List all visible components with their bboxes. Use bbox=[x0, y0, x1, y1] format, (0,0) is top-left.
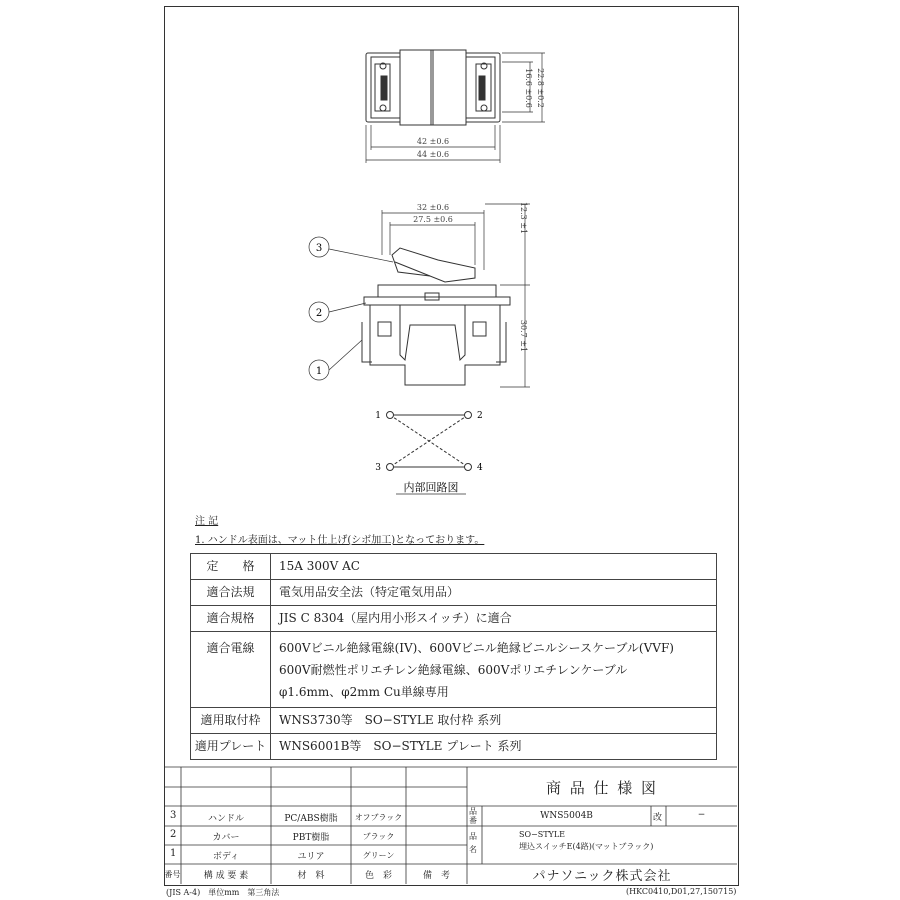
callout-3: 3 bbox=[315, 243, 323, 254]
hinmei-label-1: 品 bbox=[469, 832, 477, 841]
bom-part: ハンドル bbox=[207, 814, 244, 824]
side-view-outline bbox=[362, 248, 510, 385]
hinban-value: WNS5004B bbox=[540, 811, 593, 821]
bom-no: 2 bbox=[170, 829, 177, 840]
wire-line-2: 600V耐燃性ポリエチレン絶縁電線、600Vポリエチレンケーブル bbox=[279, 663, 628, 677]
bom-header-material: 材 料 bbox=[297, 871, 325, 881]
hinmei-line-2: 埋込スイッチE(4路)(マットブラック) bbox=[519, 842, 654, 851]
spec-value: WNS3730等 SO−STYLE 取付枠 系列 bbox=[271, 708, 717, 734]
company-name: パナソニック株式会社 bbox=[532, 869, 672, 884]
spec-value-wires bbox=[271, 632, 717, 708]
wire-line-1: 600Vビニル絶縁電線(IV)、600Vビニル絶縁ビニルシースケーブル(VVF) bbox=[279, 641, 674, 655]
bom-table bbox=[164, 767, 737, 884]
bom-material: PC/ABS樹脂 bbox=[284, 814, 338, 824]
spec-label: 適用プレート bbox=[191, 734, 271, 760]
terminal-3: 3 bbox=[375, 463, 381, 473]
spec-value: JIS C 8304（屋内用小形スイッチ）に適合 bbox=[271, 606, 717, 632]
notes-line-1: 1. ハンドル表面は、マット仕上げ(シボ加工)となっております。 bbox=[195, 535, 485, 546]
spec-label: 適合法規 bbox=[191, 580, 271, 606]
hinmei-label-2: 名 bbox=[469, 845, 477, 854]
bom-header-color: 色 彩 bbox=[364, 871, 392, 881]
dim-height-outer: 22.8 ±0.2 bbox=[536, 68, 545, 108]
callout-1: 1 bbox=[315, 366, 323, 377]
top-view-outline bbox=[366, 50, 500, 125]
bom-part: カバー bbox=[212, 833, 240, 843]
spec-value: WNS6001B等 SO−STYLE プレート 系列 bbox=[271, 734, 717, 760]
bom-header-remarks: 備 考 bbox=[422, 871, 450, 881]
bom-material: ユリア bbox=[297, 852, 325, 862]
terminal-2: 2 bbox=[477, 411, 483, 421]
terminal-1: 1 bbox=[375, 411, 381, 421]
bom-part: ボディ bbox=[212, 852, 240, 862]
spec-value: 15A 300V AC bbox=[271, 554, 717, 580]
spec-label: 適用取付枠 bbox=[191, 708, 271, 734]
bom-color: グリーン bbox=[362, 851, 395, 860]
footer-right: (HKC0410,D01,27,150715) bbox=[626, 887, 737, 896]
bom-header-no: 番号 bbox=[164, 870, 181, 879]
dim-width-inner: 42 ±0.6 bbox=[416, 137, 450, 146]
spec-label: 適合規格 bbox=[191, 606, 271, 632]
title-block-title: 商 品 仕 様 図 bbox=[545, 779, 659, 797]
footer-left: (JIS A-4) 単位mm 第三角法 bbox=[166, 888, 280, 897]
spec-table bbox=[190, 553, 717, 760]
notes-title: 注 記 bbox=[195, 516, 219, 527]
kai-value: − bbox=[697, 810, 706, 820]
dim-width-outer: 44 ±0.6 bbox=[416, 150, 450, 159]
hinmei-line-1: SO−STYLE bbox=[519, 830, 565, 839]
dim-handle-height: 12.3 ±1 bbox=[519, 201, 528, 235]
spec-label: 定 格 bbox=[191, 554, 271, 580]
hinban-label-2: 番 bbox=[469, 816, 477, 825]
dim-top-outer: 32 ±0.6 bbox=[416, 203, 450, 212]
bom-material: PBT樹脂 bbox=[292, 833, 330, 843]
bom-color: ブラック bbox=[362, 832, 395, 841]
terminal-4: 4 bbox=[477, 463, 483, 473]
wire-line-3: φ1.6mm、φ2mm Cu単線専用 bbox=[279, 685, 449, 699]
bom-no: 1 bbox=[170, 848, 177, 859]
dim-top-inner: 27.5 ±0.6 bbox=[413, 215, 453, 224]
hinban-label-1: 品 bbox=[469, 807, 477, 816]
spec-label: 適合電線 bbox=[191, 632, 271, 708]
dim-height-inner: 16.6 ±0.6 bbox=[524, 68, 533, 108]
kai-label: 改 bbox=[653, 813, 663, 823]
bom-color: オフブラック bbox=[354, 813, 403, 822]
circuit-caption: 内部回路図 bbox=[403, 481, 459, 494]
spec-value: 電気用品安全法（特定電気用品） bbox=[271, 580, 717, 606]
bom-no: 3 bbox=[170, 810, 177, 821]
callout-2: 2 bbox=[315, 308, 323, 319]
bom-header-part: 構 成 要 素 bbox=[203, 871, 249, 881]
dim-body-height: 30.7 ±1 bbox=[519, 319, 528, 353]
